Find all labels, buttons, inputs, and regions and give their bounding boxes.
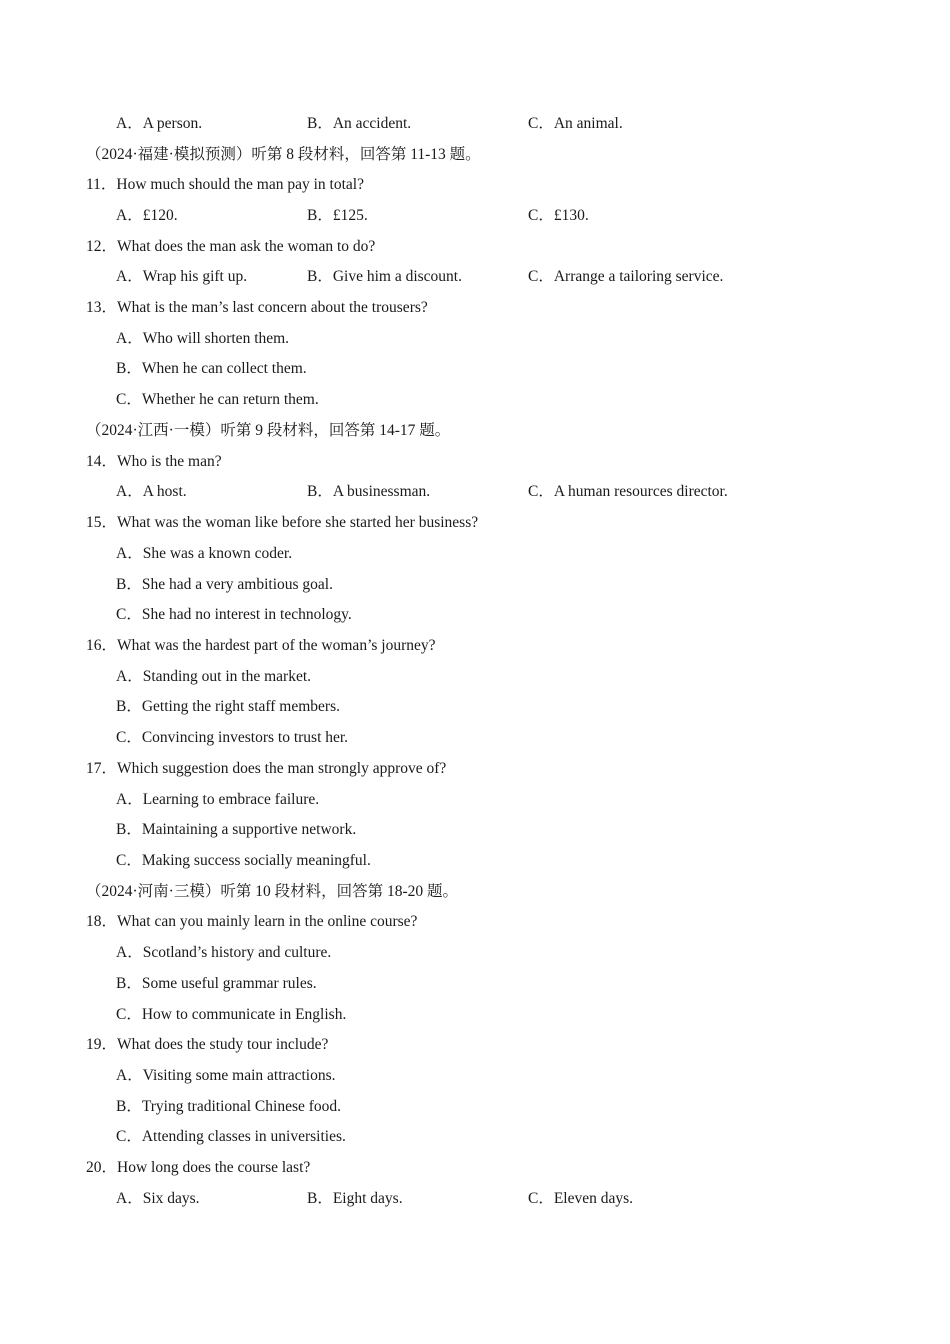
q12-option-c: C．Arrange a tailoring service.: [528, 268, 724, 285]
q19-option-b: B．Trying traditional Chinese food.: [116, 1098, 342, 1115]
q15-option-a: A．She was a known coder.: [116, 545, 293, 562]
q15-option-c: C．She had no interest in technology.: [116, 606, 352, 623]
q10-options-row: [0, 114, 950, 134]
q16-option-b: B．Getting the right staff members.: [116, 698, 340, 715]
q12-options-row: [0, 267, 950, 287]
q10-option-a: A．A person.: [116, 115, 203, 132]
q12-option-a: A．Wrap his gift up.: [116, 268, 248, 285]
q17-option-b: B．Maintaining a supportive network.: [116, 821, 357, 838]
q20-option-c: C．Eleven days.: [528, 1190, 634, 1207]
q11-option-b: B．£125.: [307, 207, 368, 224]
q13-option-c: C．Whether he can return them.: [116, 391, 319, 408]
q14-option-c: C．A human resources director.: [528, 483, 728, 500]
q10-option-c: C．An animal.: [528, 115, 623, 132]
q20-option-a: A．Six days.: [116, 1190, 200, 1207]
q15-stem: 15．What was the woman like before she started her business?: [86, 514, 479, 531]
q18-option-a: A．Scotland’s history and culture.: [116, 944, 332, 961]
q14-option-a: A．A host.: [116, 483, 187, 500]
q19-option-c: C．Attending classes in universities.: [116, 1128, 346, 1145]
q12-stem: 12．What does the man ask the woman to do?: [86, 238, 376, 255]
q12-option-b: B．Give him a discount.: [307, 268, 462, 285]
q20-options-row: [0, 1189, 950, 1209]
q19-stem: 19．What does the study tour include?: [86, 1036, 329, 1053]
q11-option-a: A．£120.: [116, 207, 178, 224]
q11-options-row: [0, 206, 950, 226]
q17-option-c: C．Making success socially meaningful.: [116, 852, 371, 869]
q18-option-c: C．How to communicate in English.: [116, 1006, 347, 1023]
q19-option-a: A．Visiting some main attractions.: [116, 1067, 336, 1084]
q15-option-b: B．She had a very ambitious goal.: [116, 576, 333, 593]
q14-stem: 14．Who is the man?: [86, 453, 222, 470]
q16-option-a: A．Standing out in the market.: [116, 668, 312, 685]
q13-option-a: A．Who will shorten them.: [116, 330, 290, 347]
section-8-header: （2024·福建·模拟预测）听第 8 段材料，回答第 11-13 题。: [86, 146, 481, 163]
q14-option-b: B．A businessman.: [307, 483, 431, 500]
section-10-header: （2024·河南·三模）听第 10 段材料，回答第 18-20 题。: [86, 883, 458, 900]
q10-option-b: B．An accident.: [307, 115, 412, 132]
q18-option-b: B．Some useful grammar rules.: [116, 975, 317, 992]
q13-option-b: B．When he can collect them.: [116, 360, 307, 377]
q20-option-b: B．Eight days.: [307, 1190, 403, 1207]
q11-stem: 11．How much should the man pay in total?: [86, 176, 364, 193]
q17-stem: 17．Which suggestion does the man strongly approve of?: [86, 760, 447, 777]
q11-option-c: C．£130.: [528, 207, 589, 224]
q16-stem: 16．What was the hardest part of the woman’s journey?: [86, 637, 436, 654]
q13-stem: 13．What is the man’s last concern about the trousers?: [86, 299, 428, 316]
q14-options-row: [0, 482, 950, 502]
q17-option-a: A．Learning to embrace failure.: [116, 791, 320, 808]
q18-stem: 18．What can you mainly learn in the online course?: [86, 913, 418, 930]
q20-stem: 20．How long does the course last?: [86, 1159, 311, 1176]
q16-option-c: C．Convincing investors to trust her.: [116, 729, 349, 746]
section-9-header: （2024·江西·一模）听第 9 段材料，回答第 14-17 题。: [86, 422, 451, 439]
